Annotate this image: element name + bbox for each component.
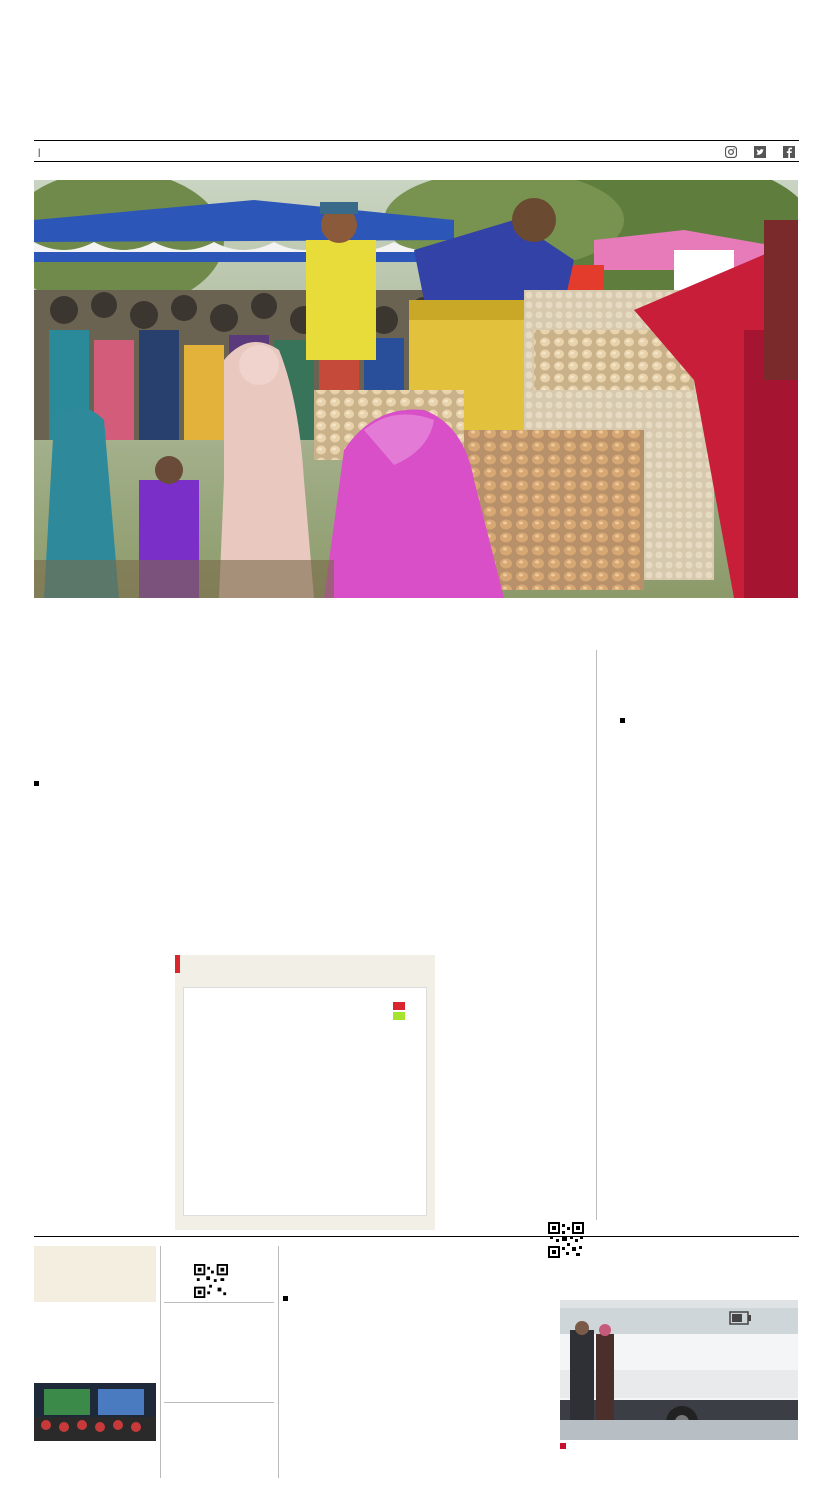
mobil-column-1 (283, 1318, 403, 1480)
main-column-4 (510, 718, 588, 818)
rekor-byline (620, 715, 630, 726)
byline-square-icon (283, 1296, 288, 1301)
rekor-column (620, 733, 798, 1213)
qr-code-icon[interactable] (548, 1222, 584, 1258)
dateline-bar: | (34, 145, 799, 159)
facebook-icon (783, 146, 795, 158)
legend-swatch-sembuh (393, 1012, 405, 1020)
main-column-3 (318, 718, 418, 952)
chart-accent (175, 955, 180, 973)
mobil-byline (283, 1293, 293, 1304)
column-divider (278, 1246, 279, 1478)
bus-caption (560, 1442, 798, 1452)
main-column-5 (444, 818, 588, 1204)
rehat-title (34, 1246, 156, 1250)
bus-photo (560, 1300, 798, 1440)
covid-chart (175, 955, 435, 1230)
masthead-rule-bottom (34, 161, 799, 162)
chart-summary (189, 1003, 389, 1025)
legend-swatch-kasus (393, 1002, 405, 1010)
mobil-column-3 (680, 1465, 798, 1497)
byline-square-icon (620, 718, 625, 723)
mobil-column-2 (413, 1293, 548, 1480)
divider (164, 1302, 274, 1303)
masthead-rule-top (34, 140, 799, 141)
byline-square-icon (34, 781, 39, 786)
section-rule (34, 1236, 799, 1237)
main-byline (34, 778, 164, 789)
column-divider (160, 1246, 161, 1478)
hero-photo (34, 180, 798, 598)
newspaper-logo (185, 28, 655, 128)
twitter-icon (754, 146, 766, 158)
esports-photo (34, 1383, 156, 1441)
rehat-items (40, 1269, 156, 1273)
rehat-box (34, 1246, 156, 1302)
divider (164, 1402, 274, 1403)
chart-legend (393, 1002, 408, 1020)
epaper-qr-icon[interactable] (194, 1264, 228, 1298)
main-column-2 (176, 774, 307, 952)
column-divider (596, 650, 597, 1220)
chart-plot (183, 1027, 427, 1207)
caption-square-icon (560, 1443, 566, 1449)
main-column-1 (34, 806, 165, 1226)
related-news-box[interactable] (426, 718, 504, 726)
instagram-icon (725, 146, 737, 158)
